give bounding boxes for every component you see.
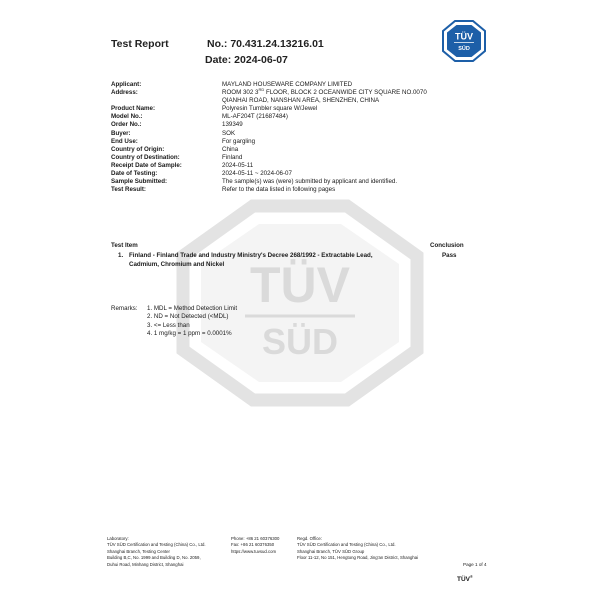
remark-item: 4. 1 mg/kg = 1 ppm = 0.0001% (147, 330, 232, 338)
info-row-product-name (111, 105, 441, 113)
footer-fax: Fax: +86 21 60376350 (231, 542, 275, 548)
info-value: 139349 (222, 121, 243, 129)
tuv-sud-logo (442, 20, 486, 62)
footer-lab-line: Building B,C, No. 1999 and Building D, No. 2059, (107, 555, 201, 561)
watermark-line2: SÜD (261, 321, 339, 362)
test-item-result: Pass (442, 252, 457, 259)
footer-lab-line: Shanghai Branch, Testing Center (107, 548, 170, 554)
test-item-line1: Finland - Finland Trade and Industry Ministry's Decree 268/1992 - Extractable Lead, (129, 252, 373, 259)
footer-lab-line: Duhui Road, Minhang District, Shanghai (107, 561, 184, 567)
info-value: Polyresin Tumbler square W/Jewel (222, 105, 318, 113)
info-label: End Use: (111, 137, 138, 145)
info-value: MAYLAND HOUSEWARE COMPANY LIMITED (222, 81, 353, 88)
info-value: The sample(s) was (were) submitted by applicant and identified. (222, 178, 398, 186)
info-row-test-result (111, 186, 441, 194)
footer-brand-logo (457, 576, 473, 583)
info-label: Date of Testing: (111, 170, 158, 178)
registered-mark: ® (470, 574, 473, 579)
info-row-country-origin (111, 146, 441, 154)
address-part: FLOOR, BLOCK 2 OCEANWIDE CITY SQUARE NO.0070 (264, 89, 427, 97)
info-value: China (222, 145, 239, 153)
remark-item: 1. MDL = Method Detection Limit (147, 305, 238, 312)
address-part: ROOM 302 3 (222, 89, 259, 97)
footer-office-label: Regd. Office: (297, 536, 322, 541)
tuv-sud-watermark (175, 198, 425, 408)
test-item-number: 1. (118, 252, 124, 259)
report-title: Test Report (111, 38, 169, 50)
remark-item: 2. ND = Not Detected (<MDL) (147, 313, 229, 321)
info-label: Applicant: (111, 81, 142, 88)
info-value: Refer to the data listed in following pages (222, 186, 336, 194)
footer-contact (231, 536, 293, 555)
info-label: Address: (111, 89, 138, 97)
remarks-list (147, 305, 237, 339)
footer-lab-label: Laboratory: (107, 536, 129, 541)
info-row-model-no (111, 113, 441, 121)
info-label: Country of Destination: (111, 153, 180, 161)
report-number: No.: 70.431.24.13216.01 (207, 38, 324, 50)
info-value (222, 89, 441, 105)
report-info-table (111, 81, 441, 194)
info-value: For gargling (222, 137, 256, 145)
info-label: Order No.: (111, 121, 142, 129)
info-row-sample-submitted (111, 178, 441, 186)
footer-regd-office (297, 536, 462, 562)
info-row-address (111, 89, 441, 105)
conclusion-header: Conclusion (430, 242, 464, 249)
test-item-description (129, 252, 419, 269)
footer-office-line: TÜV SÜD Certification and Testing (China) Co., Ltd. (297, 542, 396, 548)
info-value: 2024-05-11 ~ 2024-06-07 (222, 170, 292, 178)
remarks-label: Remarks: (111, 305, 138, 312)
info-label: Country of Origin: (111, 145, 165, 153)
page-number: Page 1 of 4 (463, 562, 487, 567)
info-value: ML-AF204T (21687484) (222, 113, 288, 121)
info-label: Buyer: (111, 129, 131, 137)
logo-line2: SÜD (458, 46, 470, 52)
footer-phone: Phone: +86 21 60376300 (231, 536, 280, 541)
logo-line1: TÜV (455, 31, 473, 42)
report-date: Date: 2024-06-07 (205, 54, 288, 66)
address-line2: QIANHAI ROAD, NANSHAN AREA, SHENZHEN, CHINA (222, 97, 380, 105)
info-value: 2024-05-11 (222, 161, 254, 169)
footer-brand-text: TÜV (457, 576, 470, 583)
info-value: SOK (222, 129, 236, 137)
remark-item: 3. <= Less than (147, 321, 190, 329)
footer-lab-line: TÜV SÜD Certification and Testing (China) Co., Ltd. (107, 542, 206, 548)
info-label: Sample Submitted: (111, 178, 168, 186)
info-label: Test Result: (111, 186, 146, 194)
watermark-line1: TÜV (250, 257, 350, 313)
test-item-header: Test Item (111, 242, 138, 249)
info-row-receipt-date (111, 162, 441, 170)
info-label: Product Name: (111, 105, 156, 113)
footer-laboratory (107, 536, 222, 568)
info-row-country-destination (111, 154, 441, 162)
info-row-applicant (111, 81, 441, 89)
info-row-end-use (111, 138, 441, 146)
test-item-line2: Cadmium, Chromium and Nickel (129, 260, 225, 268)
info-row-buyer (111, 130, 441, 138)
info-row-date-testing (111, 170, 441, 178)
info-label: Receipt Date of Sample: (111, 161, 182, 169)
info-value: Finland (222, 153, 243, 161)
info-label: Model No.: (111, 113, 143, 121)
footer-office-line: Shanghai Branch, TÜV SÜD Group (297, 548, 365, 554)
info-row-order-no (111, 121, 441, 129)
footer-office-line: Floor 11-12, No 151, Hengtong Road, Jing'an District, Shanghai (297, 555, 419, 561)
footer-web: https://www.tuvsud.com (231, 548, 277, 554)
address-superscript: RD (258, 87, 265, 93)
